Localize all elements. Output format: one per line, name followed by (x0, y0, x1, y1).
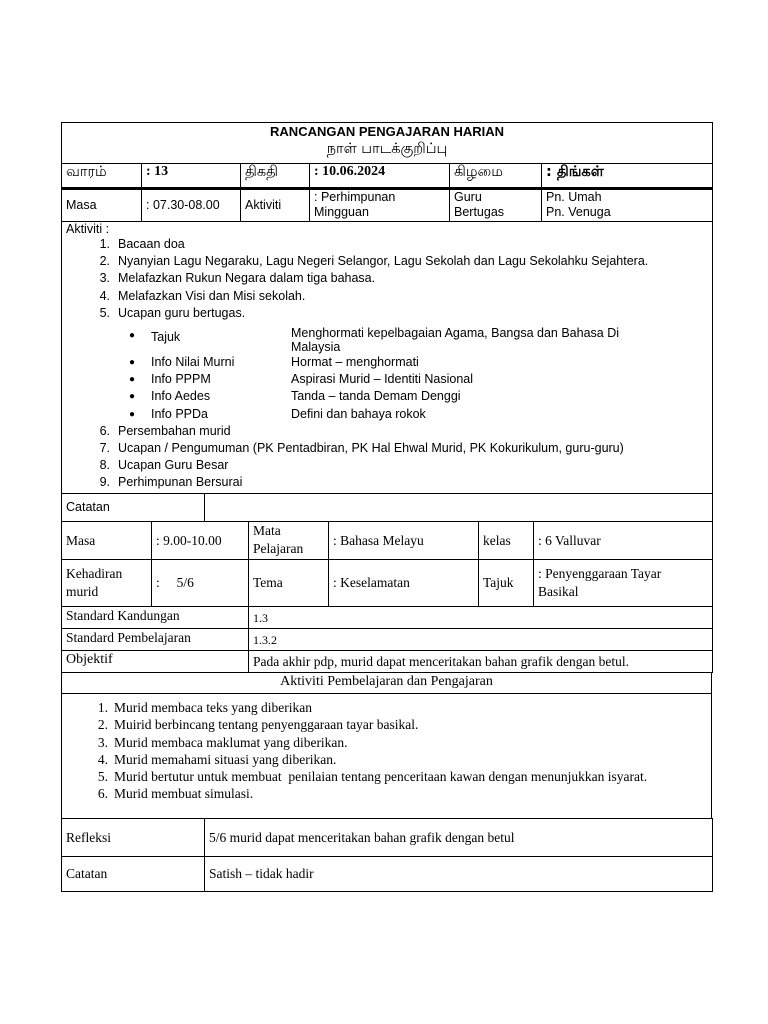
content-standard-label: Standard Kandungan (62, 607, 249, 629)
duty-teacher-value (542, 189, 713, 222)
activities-table (61, 672, 712, 819)
bullet-icon: ● (129, 357, 136, 369)
page-title: RANCANGAN PENGAJARAN HARIAN (270, 124, 505, 139)
bullet-item: ● Info PPDa Defini dan bahaya rokok (66, 406, 708, 423)
lesson-time-value: : 9.00-10.00 (152, 522, 249, 560)
attendance-label-line-1: Kehadiran (66, 566, 123, 581)
date-value: : 10.06.2024 (310, 164, 450, 189)
subject-value: : Bahasa Melayu (329, 522, 479, 560)
list-item: 4. Melafazkan Visi dan Misi sekolah. (99, 288, 306, 303)
topic-label: Tajuk (479, 560, 534, 607)
list-item: 8. Ucapan Guru Besar (99, 458, 229, 473)
subject-label-line-1: Mata (253, 523, 281, 538)
bullet-icon: ● (129, 391, 136, 403)
list-item: 6. Persembahan murid (99, 423, 231, 438)
attendance-label-line-2: murid (66, 584, 99, 599)
list-item: 2. Nyanyian Lagu Negaraku, Lagu Negeri Selangor, Lagu Sekolah dan Lagu Sekolahku Sejahtera. (99, 254, 649, 269)
assembly-bullet-list (66, 322, 708, 423)
learning-standard-label: Standard Pembelajaran (62, 629, 249, 651)
assembly-activity-line-2: Mingguan (314, 205, 369, 219)
duty-teacher-2: Pn. Venuga (546, 205, 611, 219)
objective-value: Pada akhir pdp, murid dapat menceritakan bahan grafik dengan betul. (249, 651, 713, 673)
theme-value: : Keselamatan (329, 560, 479, 607)
subject-label-line-2: Pelajaran (253, 541, 304, 556)
attendance-label (62, 560, 152, 607)
list-item: 4. Murid memahami situasi yang diberikan. (97, 751, 337, 767)
duty-teacher-label-line-2: Bertugas (454, 205, 505, 219)
list-item: 1. Bacaan doa (99, 237, 185, 251)
activities-cell (62, 694, 712, 819)
topic-value-line-2: Basikal (538, 584, 579, 599)
bullet-icon: ● (129, 330, 136, 342)
assembly-activity-list (66, 236, 708, 322)
subject-label (249, 522, 329, 560)
assembly-activities-cell (62, 222, 713, 494)
learning-standard-value: 1.3.2 (249, 629, 713, 651)
lesson-plan-document (61, 122, 712, 892)
bullet-item: ● Info PPPM Aspirasi Murid – Identiti Nasional (66, 371, 708, 388)
assembly-activity-list-continued (66, 423, 708, 492)
standards-table (61, 606, 713, 673)
list-item: 3. Melafazkan Rukun Negara dalam tiga bahasa. (99, 271, 376, 286)
assembly-notes-value (205, 494, 713, 522)
lesson-time-label: Masa (62, 522, 152, 560)
reflection-value: 5/6 murid dapat menceritakan bahan grafik dengan betul (205, 819, 713, 857)
assembly-table (61, 122, 713, 494)
activities-list (66, 699, 707, 803)
title-cell (62, 123, 713, 164)
list-item: 2. Muirid berbincang tentang penyenggaraan tayar basikal. (97, 717, 419, 733)
class-label: kelas (479, 522, 534, 560)
assembly-time-value: : 07.30-08.00 (142, 189, 241, 222)
day-value: : திங்கள் (542, 164, 713, 189)
date-label: திகதி (241, 164, 310, 189)
assembly-activities-label: Aktiviti : (66, 222, 110, 236)
objective-label: Objektif (62, 651, 249, 673)
bullet-item: ● Info Aedes Tanda – tanda Demam Denggi (66, 388, 708, 405)
topic-value (534, 560, 713, 607)
assembly-activity-line-1: : Perhimpunan (314, 190, 396, 204)
content-standard-value: 1.3 (249, 607, 713, 629)
reflection-label: Refleksi (62, 819, 205, 857)
list-item: 9. Perhimpunan Bersurai (99, 475, 243, 490)
page-title-tamil: நாள் பாடக்குறிப்பு (326, 141, 448, 157)
bullet-item: ● Info Nilai Murni Hormat – menghormati (66, 354, 708, 371)
lesson-notes-label: Catatan (62, 857, 205, 892)
activities-heading: Aktiviti Pembelajaran dan Pengajaran (62, 673, 712, 694)
list-item: 6. Murid membuat simulasi. (97, 786, 254, 802)
duty-teacher-label (450, 189, 542, 222)
duty-teacher-1: Pn. Umah (546, 190, 602, 204)
assembly-activity-label: Aktiviti (241, 189, 310, 222)
bullet-icon: ● (129, 408, 136, 420)
lesson-info-table (61, 521, 713, 607)
list-item: 3. Murid membaca maklumat yang diberikan. (97, 734, 348, 750)
list-item: 5. Ucapan guru bertugas. (99, 305, 246, 320)
assembly-activity-value (310, 189, 450, 222)
list-item: 5. Murid bertutur untuk membuat penilaian tentang penceritaan kawan dengan menunjukkan isyarat. (97, 769, 648, 785)
bullet-icon: ● (129, 374, 136, 386)
topic-value-line-1: : Penyenggaraan Tayar (538, 566, 662, 581)
week-value: : 13 (142, 164, 241, 189)
bullet-item: ● Tajuk Menghormati kepelbagaian Agama, Bangsa dan Bahasa Di Malaysia (129, 326, 619, 355)
day-label: கிழமை (450, 164, 542, 189)
attendance-value: : 5/6 (152, 560, 249, 607)
duty-teacher-label-line-1: Guru (454, 190, 482, 204)
theme-label: Tema (249, 560, 329, 607)
class-value: : 6 Valluvar (534, 522, 713, 560)
week-label: வாரம் (62, 164, 142, 189)
assembly-notes-label: Catatan (62, 494, 205, 522)
list-item: 7. Ucapan / Pengumuman (PK Pentadbiran, PK Hal Ehwal Murid, PK Kokurikulum, guru-guru) (99, 441, 624, 456)
assembly-time-label: Masa (62, 189, 142, 222)
lesson-notes-value: Satish – tidak hadir (205, 857, 713, 892)
list-item: 1. Murid membaca teks yang diberikan (97, 700, 312, 715)
reflection-table (61, 818, 713, 892)
assembly-notes-table (61, 493, 713, 522)
